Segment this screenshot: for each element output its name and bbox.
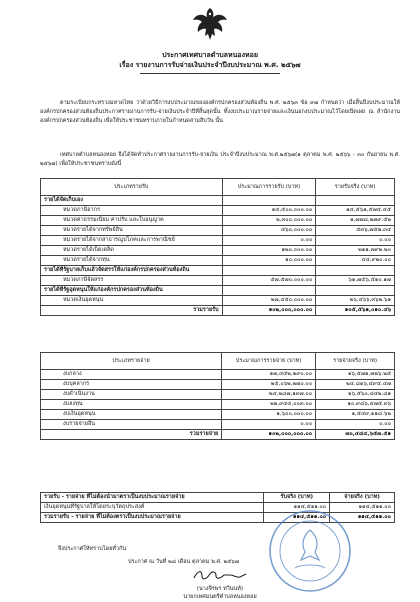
table-row: งบดำเนินงาน ๒๔,๒๘๗,๑๓๗.๐๐ ๑๖,๕๖๐,๘๔๒.๘๑ [41, 390, 395, 400]
table-row: เงินอุดหนุนที่รัฐบาลให้โดยระบุวัตถุประสงค์ ๑๑๔,๕๑๑.๐๐ ๑๑๔,๕๑๑.๐๐ [41, 503, 395, 513]
revenue-section-row [41, 266, 395, 276]
total-label: รวมรายรับ [41, 306, 223, 316]
table-row: หมวดรายได้จากทุน ๑๐,๐๐๐.๐๐ ๔๔,๙๒๐.๐๐ [41, 256, 395, 266]
total-actual: ๑๐๕,๕๖๑,๐๑๐.๔๖ [316, 306, 395, 316]
table-row: งบรายจ่ายอื่น ๐.๐๐ ๐.๐๐ [41, 420, 395, 430]
revenue-actual-header: รายรับจริง (บาท) [316, 179, 395, 196]
section-label: รายได้จัดเก็บเอง [41, 196, 223, 206]
announcement-title: ประกาศเทศบาลตำบลหนองหอย [162, 51, 258, 59]
revenue-table [40, 178, 395, 316]
paid-header: จ่ายจริง (บาท) [330, 493, 395, 503]
table-row: งบกลาง ๑๗,๔๕๒,๒๙๐.๐๐ ๑๖,๕๗๑,๗๒๖.๒๕ [41, 370, 395, 380]
table-row: งบบุคลากร ๒๕,๐๖๒,๒๗๐.๐๐ ๒๔,๘๑๖,๔๙๔.๔๗ [41, 380, 395, 390]
total-estimate: ๑๐๒,๐๐๐,๐๐๐.๐๐ [222, 306, 316, 316]
table-row: หมวดเงินอุดหนุน ๒๗,๔๕๐,๐๐๐.๐๐ ๒๖,๔๖๖,๓๖๒.๖๑ [41, 296, 395, 306]
table-row: หมวดภาษีจัดสรร ๕๗,๕๗๐,๐๐๐.๐๐ ๖๑,๗๕๖,๕๑๐.๑๗ [41, 276, 395, 286]
header-divider [140, 73, 280, 74]
expense-header-row [41, 353, 395, 370]
announcement-subject: เรื่อง รายงานการรับจ่ายเงินประจำปีงบประมาณ พ.ศ. ๒๕๖๗ [119, 61, 301, 69]
expense-estimate-header: ประมาณการรายจ่าย (บาท) [222, 353, 316, 370]
announce-date: ประกาศ ณ วันที่ ๒๘ เดือน ตุลาคม พ.ศ. ๒๕๖๗ [128, 559, 239, 565]
table-row: หมวดรายได้เบ็ดเตล็ด ๑๒๐,๐๐๐.๐๐ ๒๑๑,๗๙๒.๒๐ [41, 246, 395, 256]
total-actual: ๗๐,๔๘๔,๖๕๗.๕๑ [316, 430, 395, 440]
revenue-header-row [41, 179, 395, 196]
total-label: รวมรายรับ - รายจ่าย ที่ไม่ต้องตราเป็นงบประมาณรายจ่าย [41, 513, 264, 523]
total-received: ๑๑๔,๕๑๑.๐๐ [264, 513, 330, 523]
paragraph-report-intro: เทศบาลตำบลหนองหอย จึงได้จัดทำประกาศรายงานการรับ-จ่ายเงิน ประจำปีงบประมาณ พ.ศ.๒๕๖๗(๑ ตุลาคม พ.ศ. ๒๕๖๖ - ๓๐ กันยายน พ.ศ. ๒๕๖๗) เพื่อให้ประชาชนทราบดังนี้ [40, 152, 400, 167]
table-row: หมวดภาษีอากร ๑๔,๕๐๐,๐๐๐.๐๐ ๑๔,๕๖๑,๕๗๔.๔๕ [41, 206, 395, 216]
official-seal-icon [265, 508, 355, 594]
signature [190, 568, 250, 582]
revenue-section-row [41, 196, 395, 206]
section-label: รายได้ที่รัฐอุดหนุนให้แก่องค์กรปกครองส่วนท้องถิ่น [41, 286, 223, 296]
signer-name: (นางจีรพร ทวีนนท์) [196, 586, 244, 592]
section-label: รายได้ที่รัฐบาลเก็บแล้วจัดสรรให้แก่องค์กรปกครองส่วนท้องถิ่น [41, 266, 223, 276]
expense-total-row [41, 430, 395, 440]
expense-actual-header: รายจ่ายจริง (บาท) [316, 353, 395, 370]
total-paid: ๑๑๔,๕๑๑.๐๐ [330, 513, 395, 523]
revenue-estimate-header: ประมาณการรายรับ (บาท) [222, 179, 316, 196]
paragraph-regulation: ตามระเบียบกระทรวงมหาดไทย ว่าด้วยวิธีการงบประมาณขององค์กรปกครองส่วนท้องถิ่น พ.ศ. ๒๕๖๓ ข้อ ๙๗ กำหนดว่า เมื่อสิ้นปีงบประมาณให้องค์กรปกครองส่วนท้องถิ่นประกาศรายงานการรับ-จ่ายเงินประจำปีที่สิ้นสุดนั้น ทั้งงบประมาณรายจ่ายและเงินนอกงบประมาณไว้โดยเปิดเผย ณ สำนักงานองค์กรปกครองส่วนท้องถิ่น เพื่อให้ประชาชนทราบภายในกำหนดสามสิบวัน นั้น [40, 100, 400, 124]
non-budget-header-label: รายรับ - รายจ่าย ที่ไม่ต้องนำมาตราเป็นงบประมาณรายจ่าย [41, 493, 264, 503]
table-row: หมวดรายได้จากสาธารณูปโภคและการพาณิชย์ ๐.๐๐ ๐.๐๐ [41, 236, 395, 246]
non-budget-header-row [41, 493, 395, 503]
signer-title: นายกเทศมนตรีตำบลหนองหอย [183, 594, 257, 600]
table-row: งบเงินอุดหนุน ๑,๖๐๐,๐๐๐.๐๐ ๑,๕๔๙,๑๑๘.๖๒ [41, 410, 395, 420]
garuda-emblem [191, 6, 229, 42]
announce-line: จึงประกาศให้ทราบโดยทั่วกัน [58, 546, 127, 552]
table-row: หมวดค่าธรรมเนียม ค่าปรับ และใบอนุญาต ๒,๓๐๐,๐๐๐.๐๐ ๑,๗๗๘,๒๗๙.๕๒ [41, 216, 395, 226]
expense-table [40, 352, 395, 440]
revenue-type-header: ประเภทรายรับ [41, 179, 223, 196]
received-header: รับจริง (บาท) [264, 493, 330, 503]
expense-type-header: ประเภทรายจ่าย [41, 353, 222, 370]
revenue-total-row [41, 306, 395, 316]
total-estimate: ๑๐๒,๐๐๐,๐๐๐.๐๐ [222, 430, 316, 440]
revenue-section-row [41, 286, 395, 296]
total-label: รวมรายจ่าย [41, 430, 222, 440]
table-row: หมวดรายได้จากทรัพย์สิน ๔๖๐,๐๐๐.๐๐ ๕๓๖,๗๕๒.๓๔ [41, 226, 395, 236]
table-row: งบลงทุน ๒๒,๙๔๔,๐๐๓.๐๐ ๑๐,๙๘๖,๔๗๕.๓๖ [41, 400, 395, 410]
